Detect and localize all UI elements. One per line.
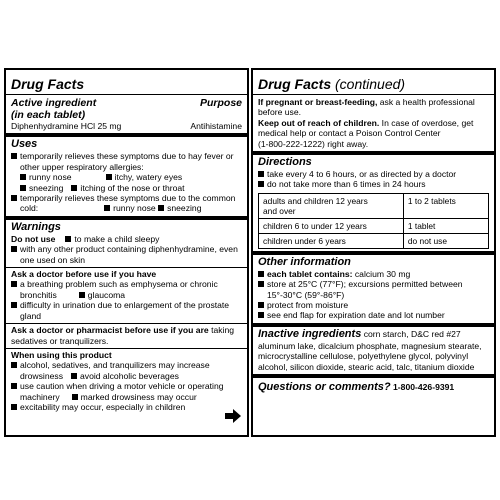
inactive-ingredients-heading: Inactive ingredients bbox=[258, 327, 362, 340]
ask-doctor-heading: Ask a doctor before use if you have bbox=[11, 269, 157, 280]
other-information-heading: Other information bbox=[258, 255, 351, 268]
divider bbox=[6, 133, 247, 137]
purpose-value: Antihistamine bbox=[190, 121, 242, 131]
drug-facts-title: Drug Facts bbox=[11, 76, 85, 92]
active-ingredient-subheading: (in each tablet) bbox=[11, 109, 86, 121]
bullet-square-icon bbox=[158, 205, 164, 211]
other-info-item: protect from moisture bbox=[258, 300, 489, 310]
divider bbox=[253, 94, 494, 95]
directions-item: take every 4 to 6 hours, or as directed by a doctor bbox=[258, 169, 489, 179]
bullet-square-icon bbox=[11, 195, 17, 201]
bullet-square-icon bbox=[104, 205, 110, 211]
bullet-square-icon bbox=[106, 174, 112, 180]
bullet-square-icon bbox=[11, 383, 17, 389]
divider bbox=[253, 374, 494, 378]
drug-facts-continued-title: Drug Facts (continued) bbox=[258, 76, 406, 92]
other-info-item: store at 25°C (77°F); excursions permitted between 15°-30°C (59°-86°F) bbox=[258, 279, 489, 300]
pregnant-warning-label: If pregnant or breast-feeding, bbox=[258, 97, 378, 107]
bullet-square-icon bbox=[258, 312, 264, 318]
bullet-square-icon bbox=[65, 236, 71, 242]
uses-heading: Uses bbox=[11, 138, 38, 151]
directions-heading: Directions bbox=[258, 156, 312, 169]
uses-item: temporarily relieves these symptoms due to the common cold: runny nose sneezing bbox=[11, 193, 242, 214]
bullet-square-icon bbox=[72, 394, 78, 400]
bullet-square-icon bbox=[258, 281, 264, 287]
divider bbox=[6, 348, 247, 349]
warning-item: with any other product containing diphenhydramine, even one used on skin bbox=[11, 244, 242, 265]
table-row: adults and children 12 years and over 1 to 2 tablets bbox=[259, 193, 489, 218]
bullet-square-icon bbox=[79, 292, 85, 298]
active-ingredient-heading: Active ingredient bbox=[11, 97, 97, 109]
divider bbox=[253, 151, 494, 155]
bullet-square-icon bbox=[258, 171, 264, 177]
bullet-square-icon bbox=[11, 246, 17, 252]
bullet-square-icon bbox=[71, 373, 77, 379]
bullet-square-icon bbox=[20, 185, 26, 191]
divider bbox=[253, 323, 494, 327]
divider bbox=[253, 251, 494, 255]
warning-item: a breathing problem such as emphysema or chronic bronchitis glaucoma bbox=[11, 279, 242, 300]
bullet-square-icon bbox=[11, 153, 17, 159]
ask-pharmacist-heading: Ask a doctor or pharmacist before use if you are bbox=[11, 325, 209, 336]
dosage-table bbox=[258, 193, 489, 249]
other-info-item: see end flap for expiration date and lot number bbox=[258, 310, 489, 320]
divider bbox=[6, 216, 247, 220]
purpose-heading: Purpose bbox=[199, 97, 242, 109]
when-using-heading: When using this product bbox=[11, 349, 112, 360]
active-ingredient: Diphenhydramine HCl 25 mg bbox=[11, 121, 122, 131]
drug-facts-panel-right: Drug Facts (continued) If pregnant or breast-feeding, ask a health professional before use. Keep out of reach of children. In case of overdose, get medical help or contact a Poison Control Center (1-800-222-1222) right away. Directions take every 4 to 6 hours, or as directed by a doctor do not take more than 6 times in 24 hours adults and children 12 years and over 1 to 2 tablets children 6 to under 12 years 1 tablet children under 6 years do not use Other information each tablet contains: calcium 30 mg store at 25°C (77°F); excursions permitted between 15°-30°C (59°-86°F) protect from moisture see end flap for expiration date and lot number Inactive ingredients corn starch, D&C red #27 aluminum lake, dicalcium phosphate, magnesium stearate, microcrystalline cellulose, polyethylene glycol, polyvinyl alcohol, silicon dioxide, stearic acid, talc, titanium dioxide Questions or comments? 1-800-426-9391 bbox=[251, 68, 496, 437]
phone-number: 1-800-426-9391 bbox=[393, 382, 455, 393]
bullet-square-icon bbox=[11, 362, 17, 368]
divider bbox=[6, 267, 247, 268]
warning-item: alcohol, sedatives, and tranquilizers may increase drowsiness avoid alcoholic beverages bbox=[11, 360, 242, 381]
table-row: children 6 to under 12 years 1 tablet bbox=[259, 218, 489, 233]
warning-item: use caution when driving a motor vehicle or operating machinery marked drowsiness may occur bbox=[11, 381, 242, 402]
continue-arrow-icon bbox=[225, 409, 241, 423]
do-not-use-label: Do not use bbox=[11, 233, 56, 244]
table-row: children under 6 years do not use bbox=[259, 233, 489, 248]
keep-out-of-reach-label: Keep out of reach of children. bbox=[258, 117, 380, 128]
drug-facts-panel-left: Drug Facts Active ingredient Purpose (in each tablet) Diphenhydramine HCl 25 mg Antihistamine Uses temporarily relieves these symptoms due to hay fever or other upper respiratory allergies: runny nose itchy, watery eyes sneezing itching of the nose or throat temporarily relieves these symptoms due to the common cold: runny nose sneezing Warnings Do not use to make a child sleepy with any other product containing diphenhydramine, even one used on skin Ask a doctor before use if you have a breathing problem such as emphysema or chronic bronchitis glaucoma difficulty in urination due to enlargement of the prostate gland Ask a doctor or pharmacist before use if you are taking sedatives or tranquilizers. When using this product alcohol, sedatives, and tranquilizers may increase drowsiness avoid alcoholic beverages use caution when driving a motor vehicle or operating machinery marked drowsiness may occur excitability may occur, especially in children bbox=[4, 68, 249, 437]
uses-item: temporarily relieves these symptoms due to hay fever or other upper respiratory allergies: runny nose itchy, watery eyes sneezing itching of the nose or throat bbox=[11, 151, 242, 193]
directions-item: do not take more than 6 times in 24 hours bbox=[258, 179, 489, 189]
questions-heading: Questions or comments? bbox=[258, 381, 391, 394]
bullet-square-icon bbox=[11, 302, 17, 308]
divider bbox=[6, 323, 247, 324]
other-info-item: each tablet contains: calcium 30 mg bbox=[258, 269, 489, 279]
bullet-square-icon bbox=[258, 302, 264, 308]
bullet-square-icon bbox=[258, 181, 264, 187]
bullet-square-icon bbox=[11, 404, 17, 410]
warnings-heading: Warnings bbox=[11, 220, 61, 233]
warning-item: excitability may occur, especially in children bbox=[11, 402, 242, 412]
bullet-square-icon bbox=[71, 185, 77, 191]
bullet-square-icon bbox=[11, 281, 17, 287]
bullet-square-icon bbox=[20, 174, 26, 180]
warning-item: difficulty in urination due to enlargement of the prostate gland bbox=[11, 300, 242, 321]
bullet-square-icon bbox=[258, 271, 264, 277]
divider bbox=[6, 94, 247, 95]
